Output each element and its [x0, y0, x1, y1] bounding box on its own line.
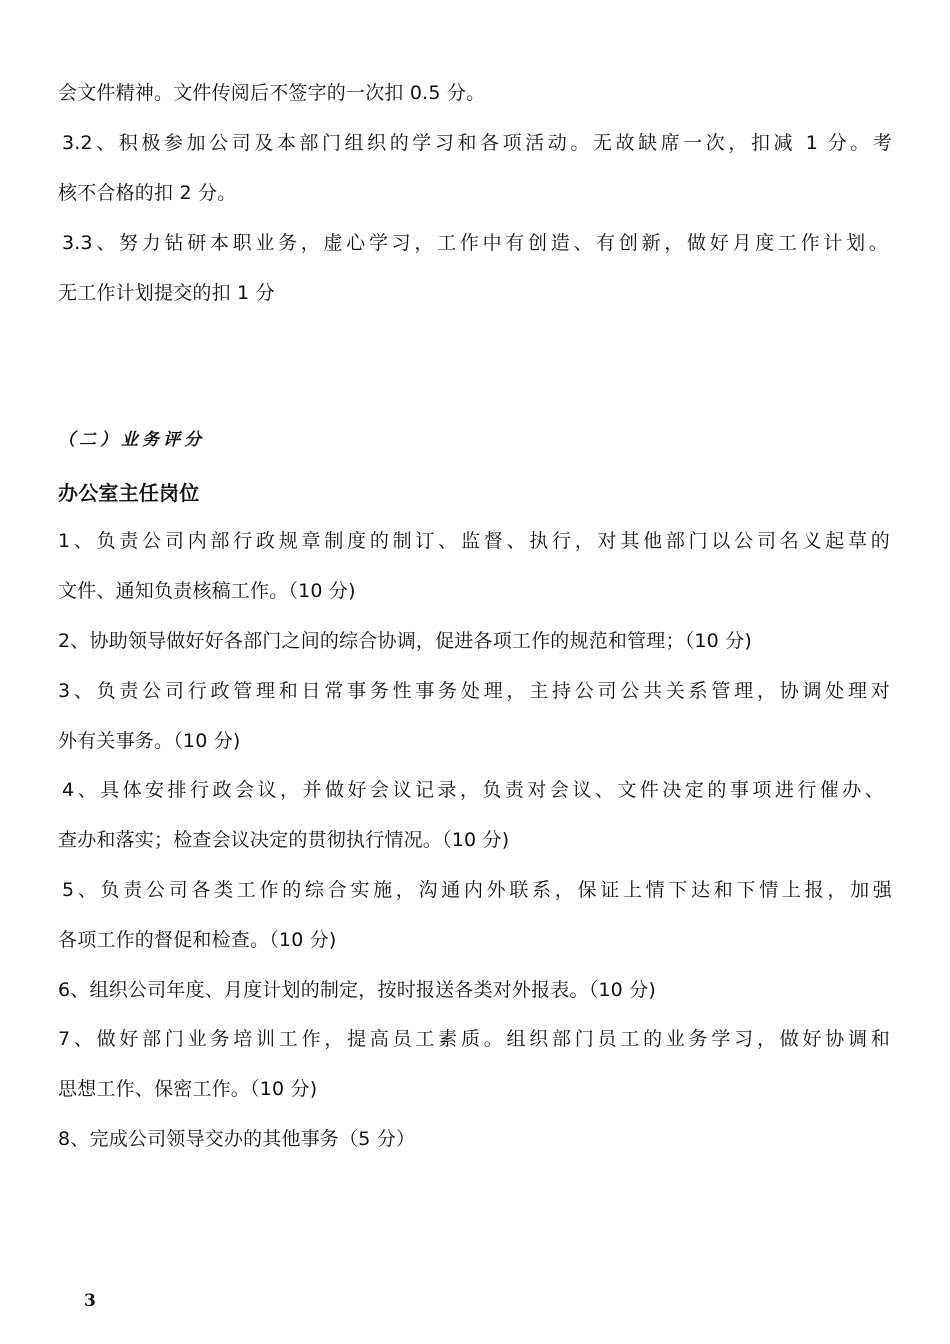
- text-line: 会文件精神。文件传阅后不签字的一次扣 0.5 分。: [58, 82, 486, 104]
- list-item: 8、完成公司领导交办的其他事务（5 分）: [58, 1128, 416, 1150]
- list-item: 查办和落实；检查会议决定的贯彻执行情况。（10 分): [58, 829, 510, 851]
- list-item: 各项工作的督促和检查。（10 分): [58, 929, 337, 951]
- list-item: 6、组织公司年度、月度计划的制定，按时报送各类对外报表。（10 分): [58, 979, 657, 1001]
- list-item: 外有关事务。（10 分): [58, 730, 241, 752]
- position-title: 办公室主任岗位: [58, 481, 200, 505]
- list-item: 2、协助领导做好好各部门之间的综合协调，促进各项工作的规范和管理；（10 分): [58, 630, 753, 652]
- text-line: 无工作计划提交的扣 1 分: [58, 282, 275, 304]
- section-heading: （二）业务评分: [58, 430, 205, 450]
- list-item: 7、做好部门业务培训工作，提高员工素质。组织部门员工的业务学习，做好协调和: [58, 1028, 890, 1050]
- text-line: 3.2、积极参加公司及本部门组织的学习和各项活动。无故缺席一次，扣减 1 分。考: [62, 132, 892, 154]
- text-line: 核不合格的扣 2 分。: [58, 182, 237, 204]
- list-item: 3、负责公司行政管理和日常事务性事务处理，主持公司公共关系管理，协调处理对: [58, 680, 890, 702]
- list-item: 4、具体安排行政会议，并做好会议记录，负责对会议、文件决定的事项进行催办、: [62, 779, 884, 801]
- list-item: 5、负责公司各类工作的综合实施，沟通内外联系，保证上情下达和下情上报，加强: [62, 879, 892, 901]
- list-item: 1、负责公司内部行政规章制度的制订、监督、执行，对其他部门以公司名义起草的: [58, 530, 890, 552]
- list-item: 思想工作、保密工作。（10 分): [58, 1078, 318, 1100]
- page-number: 3: [84, 1291, 96, 1311]
- list-item: 文件、通知负责核稿工作。（10 分): [58, 580, 356, 602]
- text-line: 3.3、努力钻研本职业务，虚心学习，工作中有创造、有创新，做好月度工作计划。: [62, 232, 888, 254]
